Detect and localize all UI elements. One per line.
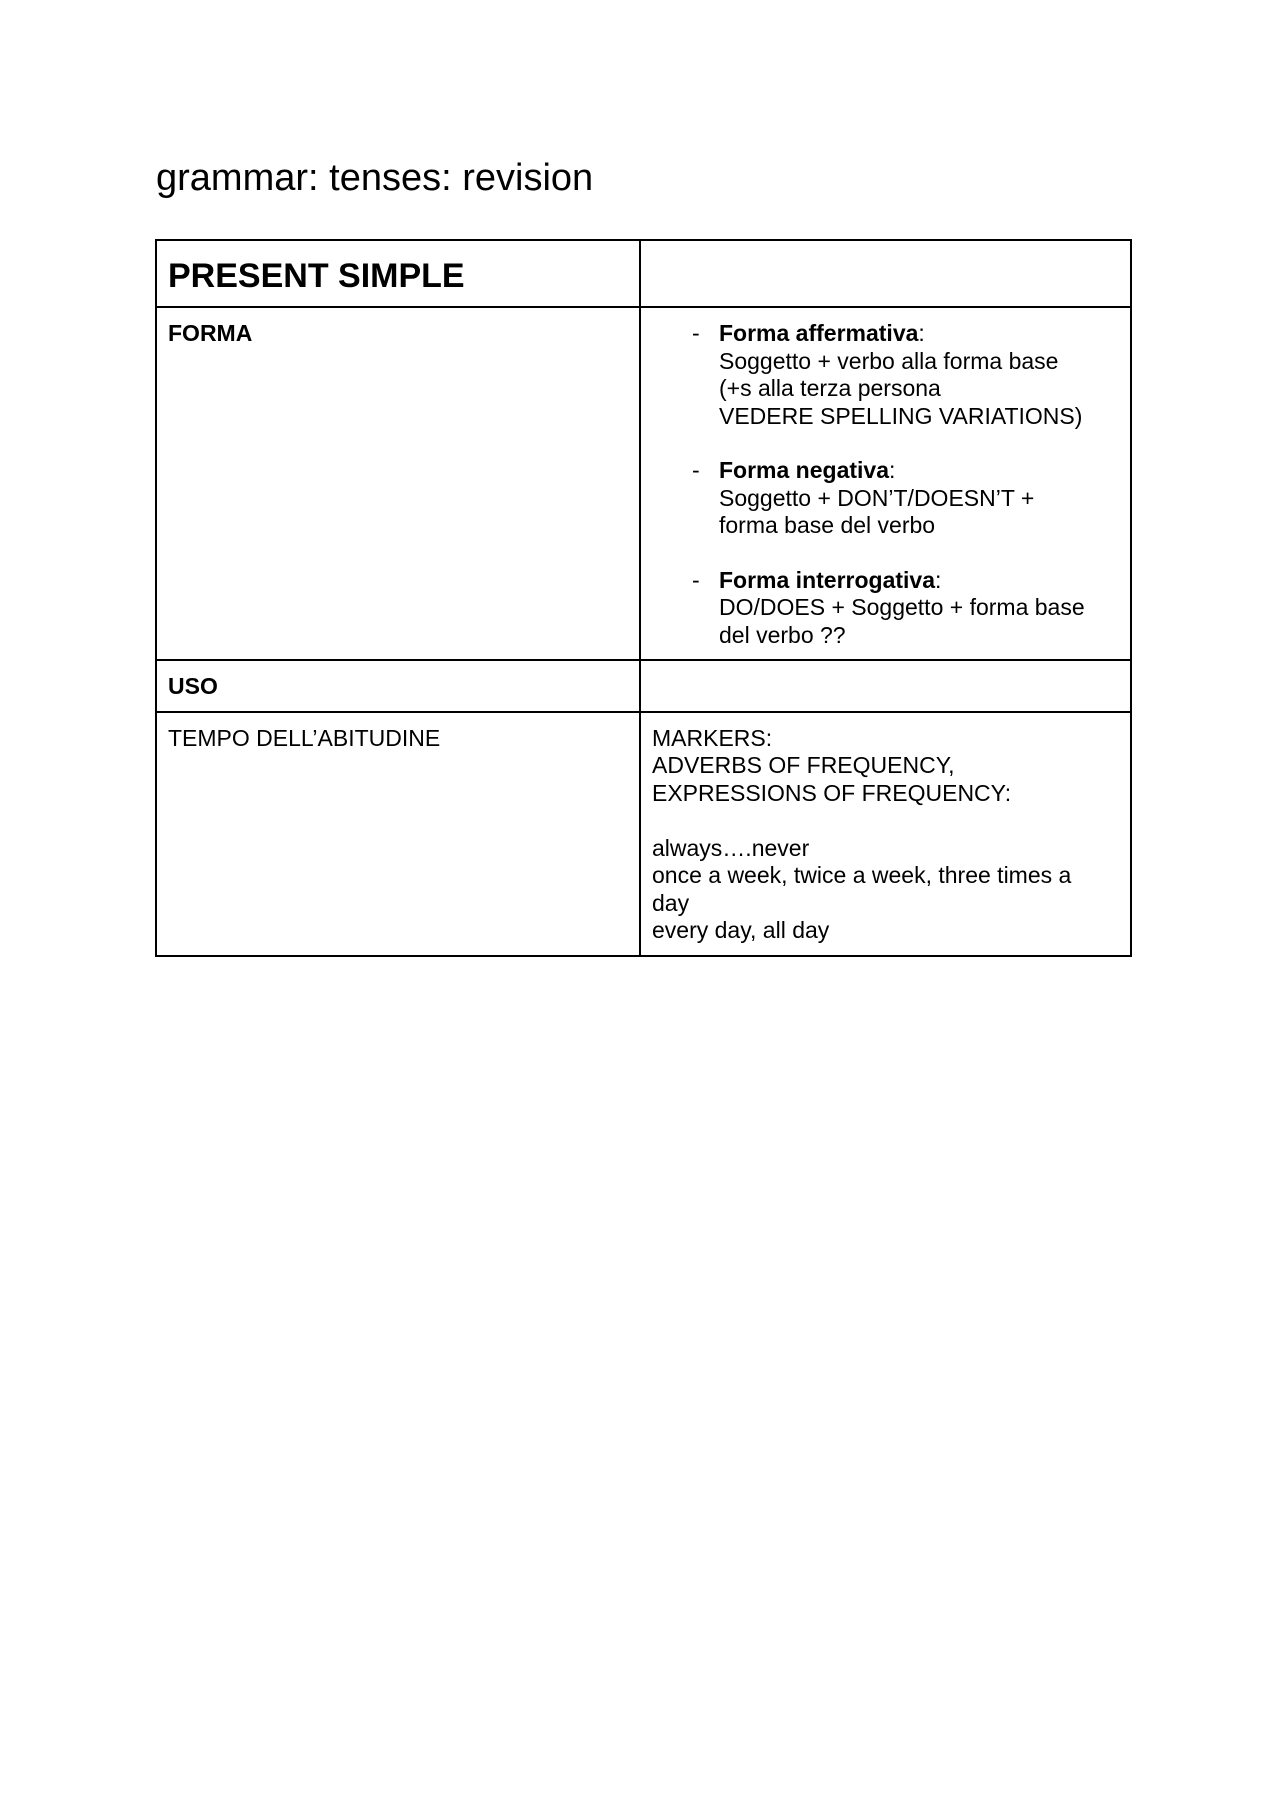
- list-item: [652, 320, 1119, 430]
- markers-line: EXPRESSIONS OF FREQUENCY:: [652, 779, 1012, 806]
- markers-line: every day, all day: [652, 917, 830, 943]
- markers-line: always….never: [652, 834, 810, 861]
- list-item-heading: Forma affermativa: [719, 320, 919, 346]
- uso-label: USO: [168, 673, 218, 699]
- forma-content-cell: [640, 307, 1131, 660]
- list-item-heading: Forma negativa: [719, 457, 889, 483]
- list-item-line: forma base del verbo: [719, 512, 936, 538]
- header-cell-left: [156, 240, 640, 307]
- list-dash: -: [692, 457, 700, 483]
- markers-heading: MARKERS:: [652, 724, 773, 751]
- markers-line: ADVERBS OF FREQUENCY,: [652, 752, 955, 778]
- markers-cell: [640, 712, 1131, 956]
- list-item: [652, 567, 1119, 650]
- markers-spacer: [652, 807, 1119, 835]
- list-item-line: VEDERE SPELLING VARIATIONS): [719, 402, 1083, 429]
- list-item-line: del verbo ??: [719, 621, 846, 648]
- markers-line: day: [652, 889, 690, 916]
- list-item-line: Soggetto + DON’T/DOESN’T +: [719, 484, 1035, 511]
- list-item-line: (+s alla terza persona: [719, 375, 941, 401]
- header-cell-right: [640, 240, 1131, 307]
- document-title: grammar: tenses: revision: [156, 157, 594, 199]
- uso-label-cell: [156, 660, 640, 712]
- list-dash: -: [692, 566, 700, 593]
- list-dash: -: [692, 320, 700, 346]
- table-row-uso: [156, 660, 1131, 712]
- tempo-label-cell: [156, 712, 640, 956]
- tempo-label: TEMPO DELL’ABITUDINE: [168, 724, 441, 751]
- forma-list: [652, 320, 1119, 649]
- list-item-heading-line: [719, 457, 1119, 485]
- list-item-colon: :: [935, 566, 942, 593]
- forma-label-cell: [156, 307, 640, 660]
- list-item-line: DO/DOES + Soggetto + forma base: [719, 594, 1085, 620]
- list-item-line: Soggetto + verbo alla forma base: [719, 347, 1059, 374]
- table-row-header: [156, 240, 1131, 307]
- markers-line: once a week, twice a week, three times a: [652, 862, 1072, 888]
- section-title: PRESENT SIMPLE: [168, 257, 465, 295]
- table-row-tempo: [156, 712, 1131, 956]
- list-item-colon: :: [889, 457, 896, 483]
- list-item-colon: :: [918, 320, 925, 346]
- list-item-heading: Forma interrogativa: [719, 566, 935, 593]
- list-item-heading-line: [719, 320, 1119, 348]
- table-row-forma: [156, 307, 1131, 660]
- uso-right-cell: [640, 660, 1131, 712]
- present-simple-table: [155, 239, 1132, 957]
- list-item-heading-line: [719, 567, 1119, 595]
- forma-label: FORMA: [168, 320, 253, 346]
- list-item: [652, 457, 1119, 540]
